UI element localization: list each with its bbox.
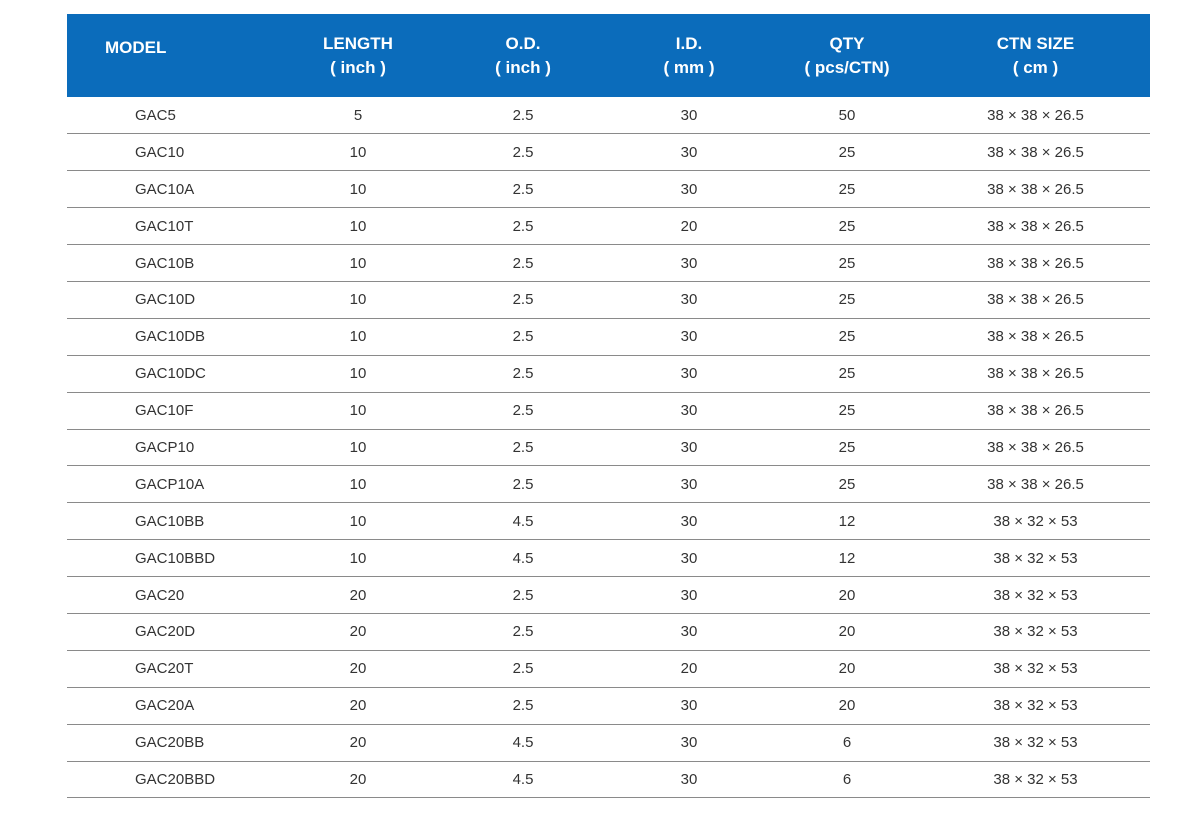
table-row [67,355,1150,392]
cell-qty: 25 [773,134,921,171]
cell-od: 2.5 [441,429,605,466]
cell-model: GAC20T [67,650,275,687]
header-id-unit: ( mm ) [663,57,715,77]
header-od [441,14,605,97]
cell-id: 30 [605,540,773,577]
table-row [67,503,1150,540]
cell-od: 4.5 [441,761,605,798]
cell-ctn-size: 38 × 38 × 26.5 [921,281,1150,318]
cell-qty: 25 [773,281,921,318]
header-qty [773,14,921,97]
cell-ctn-size: 38 × 38 × 26.5 [921,392,1150,429]
cell-qty: 20 [773,577,921,614]
cell-model: GAC10BBD [67,540,275,577]
cell-od: 2.5 [441,281,605,318]
table-row [67,540,1150,577]
cell-length: 10 [275,171,441,208]
cell-ctn-size: 38 × 38 × 26.5 [921,97,1150,134]
header-id-label: I.D. [675,33,703,53]
table-row [67,761,1150,798]
cell-ctn-size: 38 × 38 × 26.5 [921,318,1150,355]
table-row [67,650,1150,687]
header-qty-label: QTY [829,33,865,53]
cell-qty: 12 [773,503,921,540]
cell-id: 30 [605,577,773,614]
cell-ctn-size: 38 × 32 × 53 [921,650,1150,687]
cell-id: 30 [605,466,773,503]
cell-qty: 25 [773,429,921,466]
cell-length: 5 [275,97,441,134]
table-row [67,134,1150,171]
table-row [67,392,1150,429]
table-row [67,171,1150,208]
cell-model: GAC10BB [67,503,275,540]
cell-od: 2.5 [441,245,605,282]
cell-id: 30 [605,429,773,466]
cell-od: 2.5 [441,466,605,503]
cell-od: 4.5 [441,503,605,540]
cell-id: 30 [605,392,773,429]
cell-ctn-size: 38 × 32 × 53 [921,613,1150,650]
table-row [67,208,1150,245]
cell-qty: 25 [773,208,921,245]
cell-model: GAC10T [67,208,275,245]
cell-model: GAC10F [67,392,275,429]
cell-id: 30 [605,613,773,650]
cell-length: 20 [275,613,441,650]
cell-id: 20 [605,208,773,245]
header-ctn-size [921,14,1150,97]
cell-id: 30 [605,281,773,318]
cell-od: 2.5 [441,97,605,134]
table-row [67,724,1150,761]
cell-length: 10 [275,134,441,171]
cell-length: 10 [275,429,441,466]
cell-length: 20 [275,687,441,724]
cell-od: 2.5 [441,577,605,614]
table-row [67,466,1150,503]
cell-model: GAC10 [67,134,275,171]
cell-od: 2.5 [441,318,605,355]
cell-length: 10 [275,392,441,429]
header-od-label: O.D. [505,33,541,53]
cell-id: 30 [605,97,773,134]
cell-length: 10 [275,355,441,392]
cell-ctn-size: 38 × 38 × 26.5 [921,245,1150,282]
cell-od: 2.5 [441,355,605,392]
cell-qty: 25 [773,171,921,208]
cell-model: GAC20D [67,613,275,650]
cell-id: 30 [605,761,773,798]
cell-length: 10 [275,208,441,245]
cell-ctn-size: 38 × 32 × 53 [921,503,1150,540]
cell-model: GAC20 [67,577,275,614]
cell-od: 2.5 [441,171,605,208]
table-row [67,613,1150,650]
cell-qty: 25 [773,466,921,503]
cell-model: GAC20A [67,687,275,724]
cell-ctn-size: 38 × 38 × 26.5 [921,429,1150,466]
cell-length: 10 [275,245,441,282]
table-row [67,687,1150,724]
cell-qty: 25 [773,245,921,282]
header-ctn-size-label: CTN SIZE [996,33,1075,53]
cell-ctn-size: 38 × 32 × 53 [921,540,1150,577]
cell-qty: 25 [773,355,921,392]
header-id [605,14,773,97]
header-length [275,14,441,97]
cell-model: GAC20BBD [67,761,275,798]
cell-ctn-size: 38 × 38 × 26.5 [921,134,1150,171]
cell-id: 30 [605,134,773,171]
cell-model: GAC10A [67,171,275,208]
table-row [67,245,1150,282]
cell-ctn-size: 38 × 32 × 53 [921,724,1150,761]
header-od-unit: ( inch ) [495,57,551,77]
table-row [67,429,1150,466]
table-row [67,577,1150,614]
cell-ctn-size: 38 × 32 × 53 [921,577,1150,614]
table-row [67,318,1150,355]
cell-model: GAC10DB [67,318,275,355]
spec-table [67,14,1150,798]
cell-length: 20 [275,650,441,687]
cell-qty: 12 [773,540,921,577]
cell-od: 2.5 [441,650,605,687]
cell-model: GAC10B [67,245,275,282]
cell-ctn-size: 38 × 32 × 53 [921,761,1150,798]
cell-od: 4.5 [441,724,605,761]
cell-qty: 50 [773,97,921,134]
cell-length: 10 [275,466,441,503]
cell-length: 10 [275,281,441,318]
cell-model: GACP10 [67,429,275,466]
cell-id: 30 [605,245,773,282]
cell-id: 30 [605,355,773,392]
cell-ctn-size: 38 × 32 × 53 [921,687,1150,724]
cell-qty: 25 [773,392,921,429]
cell-length: 10 [275,318,441,355]
header-qty-unit: ( pcs/CTN) [804,57,890,77]
cell-length: 20 [275,577,441,614]
table-body [67,97,1150,798]
cell-length: 20 [275,724,441,761]
cell-id: 30 [605,503,773,540]
cell-od: 2.5 [441,208,605,245]
cell-od: 2.5 [441,392,605,429]
cell-ctn-size: 38 × 38 × 26.5 [921,171,1150,208]
cell-length: 20 [275,761,441,798]
cell-id: 30 [605,687,773,724]
cell-model: GAC10D [67,281,275,318]
table-row [67,281,1150,318]
cell-ctn-size: 38 × 38 × 26.5 [921,208,1150,245]
header-model [67,14,275,97]
cell-qty: 6 [773,761,921,798]
cell-length: 10 [275,503,441,540]
cell-od: 4.5 [441,540,605,577]
header-length-unit: ( inch ) [330,57,386,77]
cell-length: 10 [275,540,441,577]
cell-model: GAC5 [67,97,275,134]
cell-id: 30 [605,318,773,355]
cell-model: GAC20BB [67,724,275,761]
table-row [67,97,1150,134]
table-header [67,14,1150,97]
cell-qty: 20 [773,613,921,650]
cell-od: 2.5 [441,687,605,724]
cell-qty: 20 [773,687,921,724]
cell-od: 2.5 [441,134,605,171]
cell-model: GACP10A [67,466,275,503]
header-row [67,14,1150,97]
cell-id: 30 [605,171,773,208]
cell-model: GAC10DC [67,355,275,392]
header-length-label: LENGTH [323,33,393,53]
cell-qty: 25 [773,318,921,355]
cell-ctn-size: 38 × 38 × 26.5 [921,466,1150,503]
cell-id: 30 [605,724,773,761]
header-model-label: MODEL [105,38,167,57]
header-ctn-size-unit: ( cm ) [1012,57,1059,77]
cell-od: 2.5 [441,613,605,650]
cell-qty: 20 [773,650,921,687]
cell-qty: 6 [773,724,921,761]
cell-id: 20 [605,650,773,687]
cell-ctn-size: 38 × 38 × 26.5 [921,355,1150,392]
